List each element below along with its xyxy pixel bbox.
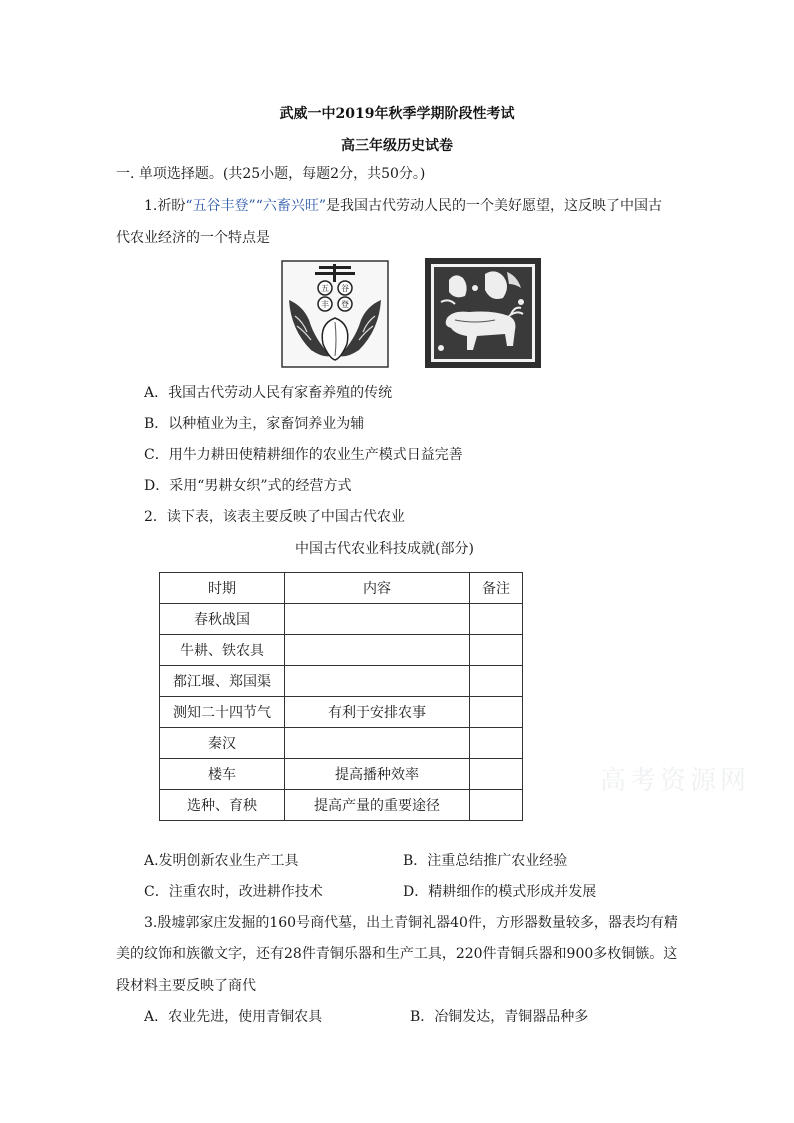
watermark: 高考资源网 <box>600 766 751 796</box>
table-row <box>160 604 523 635</box>
papercut-fish-image <box>281 260 389 368</box>
table-cell <box>470 697 523 728</box>
q1-quote-liuchu: “六畜兴旺” <box>255 198 327 214</box>
q1-option-b: B．以种植业为主，家畜饲养业为辅 <box>144 416 365 432</box>
table-cell <box>285 666 470 697</box>
table-cell: 提高产量的重要途径 <box>285 790 470 821</box>
table-row <box>160 666 523 697</box>
q2-option-a: A.发明创新农业生产工具 <box>144 853 299 869</box>
table-cell <box>470 666 523 697</box>
table-cell <box>470 604 523 635</box>
glyph-feng: 丰 <box>321 300 329 309</box>
table-cell <box>470 635 523 666</box>
q1-stem-line1 <box>144 198 662 214</box>
table-row <box>160 697 523 728</box>
q2-option-b: B．注重总结推广农业经验 <box>403 853 568 869</box>
table-header-content: 内容 <box>285 573 470 604</box>
table-cell: 有利于安排农事 <box>285 697 470 728</box>
exam-subtitle: 高三年级历史试卷 <box>341 138 453 154</box>
q3-stem-line2: 美的纹饰和族徽文字，还有28件青铜乐器和生产工具，220件青铜兵器和900多枚铜镞。这 <box>116 946 678 962</box>
q1-option-d: D．采用“男耕女织”式的经营方式 <box>144 478 352 494</box>
q1-stem-pre: 1.祈盼 <box>144 198 186 214</box>
table-cell: 提高播种效率 <box>285 759 470 790</box>
table-cell: 秦汉 <box>160 728 285 759</box>
table-cell <box>470 790 523 821</box>
q3-option-b: B．冶铜发达，青铜器品种多 <box>410 1009 589 1025</box>
glyph-deng: 登 <box>341 300 349 309</box>
q1-option-a: A．我国古代劳动人民有家畜养殖的传统 <box>144 385 393 401</box>
table-row <box>160 790 523 821</box>
q1-stem-post: 是我国古代劳动人民的一个美好愿望，这反映了中国古 <box>326 198 663 214</box>
table-header-row <box>160 573 523 604</box>
exam-title: 武威一中2019年秋季学期阶段性考试 <box>279 106 515 122</box>
table-row <box>160 635 523 666</box>
table-cell: 都江堰、郑国渠 <box>160 666 285 697</box>
q2-stem: 2．读下表，该表主要反映了中国古代农业 <box>144 509 405 525</box>
table-row <box>160 728 523 759</box>
q3-stem-line1: 3.殷墟郭家庄发掘的160号商代墓，出土青铜礼器40件，方形器数量较多，器表均有精 <box>144 915 678 931</box>
table-header-note: 备注 <box>470 573 523 604</box>
table-row <box>160 759 523 790</box>
table-cell: 牛耕、铁农具 <box>160 635 285 666</box>
table-cell <box>470 759 523 790</box>
table-cell: 选种、育秧 <box>160 790 285 821</box>
table-cell <box>285 635 470 666</box>
table-cell: 测知二十四节气 <box>160 697 285 728</box>
table-cell: 楼车 <box>160 759 285 790</box>
table-cell: 春秋战国 <box>160 604 285 635</box>
q3-stem-line3: 段材料主要反映了商代 <box>116 978 256 994</box>
glyph-wu: 五 <box>321 284 329 293</box>
table-cell <box>285 728 470 759</box>
q1-quote-wugu: “五谷丰登” <box>185 198 256 214</box>
glyph-gu: 谷 <box>341 284 349 293</box>
q2-table-caption: 中国古代农业科技成就(部分) <box>295 541 474 557</box>
section-heading: 一. 单项选择题。(共25小题，每题2分，共50分。) <box>116 166 426 182</box>
table-cell <box>285 604 470 635</box>
q3-option-a: A．农业先进，使用青铜农具 <box>144 1009 323 1025</box>
q2-option-c: C．注重农时，改进耕作技术 <box>144 884 323 900</box>
q1-option-c: C．用牛力耕田使精耕细作的农业生产模式日益完善 <box>144 447 463 463</box>
table-cell <box>470 728 523 759</box>
table-header-period: 时期 <box>160 573 285 604</box>
papercut-ox-rooster-image <box>425 258 541 368</box>
q1-stem-line2: 代农业经济的一个特点是 <box>116 230 270 246</box>
q2-option-d: D．精耕细作的模式形成并发展 <box>403 884 597 900</box>
agri-tech-table <box>159 572 523 821</box>
